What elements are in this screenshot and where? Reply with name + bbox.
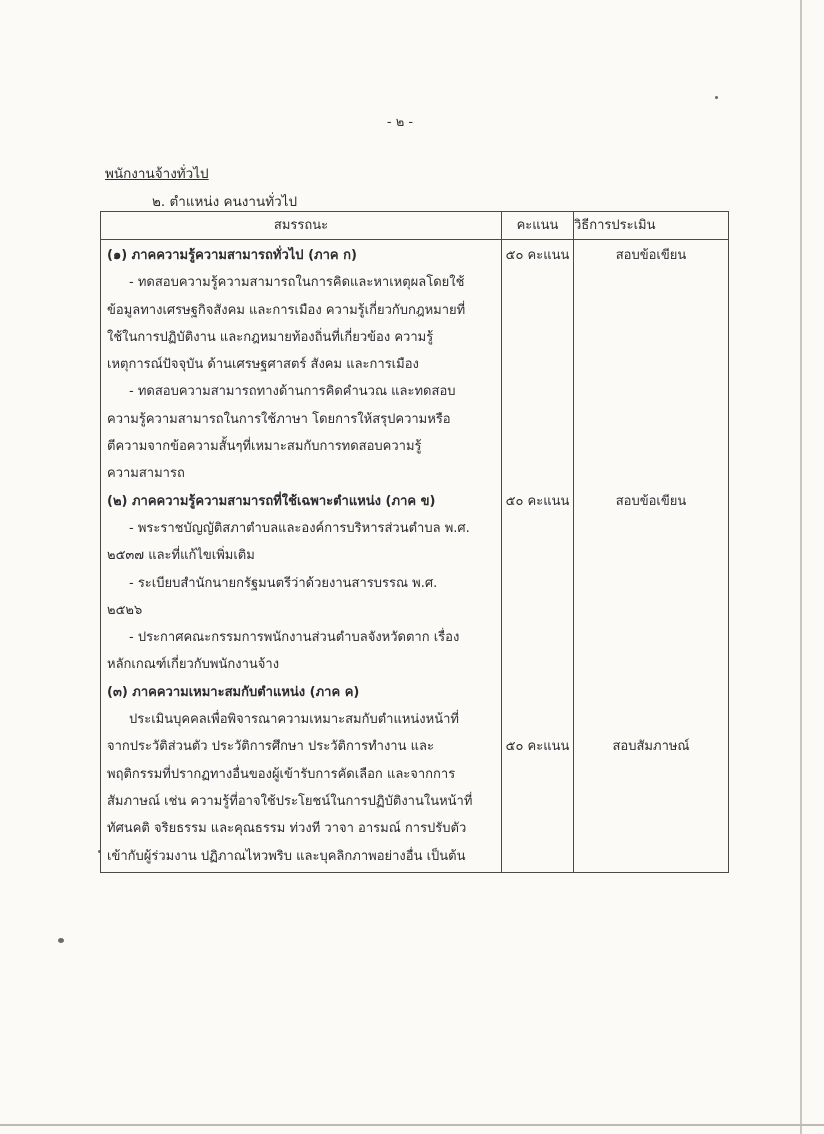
competency-cell	[101, 240, 502, 873]
method-part-3: สอบสัมภาษณ์	[612, 739, 690, 755]
part-line: พฤติกรรมที่ปรากฏทางอื่นของผู้เข้ารับการคัดเลือก และจากการ	[107, 766, 456, 782]
part-line: - ทดสอบความสามารถทางด้านการคิดคำนวณ และทดสอบ	[129, 384, 456, 400]
part-line: - ประกาศคณะกรรมการพนักงานส่วนตำบลจังหวัดตาก เรื่อง	[129, 630, 460, 646]
page-edge-bottom	[0, 1124, 824, 1126]
method-part-1: สอบข้อเขียน	[615, 248, 687, 263]
competency-table	[100, 211, 729, 873]
table-body-row	[101, 240, 729, 873]
score-part-3: ๕๐ คะแนน	[505, 739, 570, 755]
part-line: ประเมินบุคคลเพื่อพิจารณาความเหมาะสมกับตำแหน่งหน้าที่	[129, 712, 459, 728]
part-heading: (๒) ภาคความรู้ความสามารถที่ใช้เฉพาะตำแหน่ง (ภาค ข)	[107, 493, 436, 509]
part-line: เหตุการณ์ปัจจุบัน ด้านเศรษฐศาสตร์ สังคม และการเมือง	[107, 357, 419, 373]
part-3	[107, 679, 495, 870]
part-line: เข้ากับผู้ร่วมงาน ปฏิภาณไหวพริบ และบุคลิกภาพอย่างอื่น เป็นต้น	[107, 848, 466, 864]
part-line: สัมภาษณ์ เช่น ความรู้ที่อาจใช้ประโยชน์ในการปฏิบัติงานในหน้าที่	[107, 793, 473, 809]
header-method: วิธีการประเมิน	[574, 212, 729, 240]
part-line: ข้อมูลทางเศรษฐกิจสังคม และการเมือง ความรู้เกี่ยวกับกฎหมายที่	[107, 302, 466, 318]
part-heading: (๑) ภาคความรู้ความสามารถทั่วไป (ภาค ก)	[107, 248, 357, 263]
method-part-2: สอบข้อเขียน	[615, 493, 687, 509]
scan-speck	[58, 938, 64, 943]
part-line: ความสามารถ	[107, 466, 185, 482]
part-line: ๒๕๒๖	[107, 602, 143, 618]
position-title: ๒. ตำแหน่ง คนงานทั่วไป	[152, 194, 298, 210]
part-line: จากประวัติส่วนตัว ประวัติการศึกษา ประวัติการทำงาน และ	[107, 739, 434, 755]
part-line: ความรู้ความสามารถในการใช้ภาษา โดยการให้สรุปความหรือ	[107, 411, 451, 427]
score-part-1: ๕๐ คะแนน	[505, 248, 570, 263]
part-line: - ทดสอบความรู้ความสามารถในการคิดและหาเหตุผลโดยใช้	[129, 275, 465, 291]
header-competency: สมรรถนะ	[101, 212, 502, 240]
scan-speck	[715, 96, 718, 99]
part-line: ใช้ในการปฏิบัติงาน และกฎหมายท้องถิ่นที่เกี่ยวข้อง ความรู้	[107, 329, 434, 345]
method-cell	[574, 240, 729, 873]
score-part-2: ๕๐ คะแนน	[505, 493, 570, 509]
header-score: คะแนน	[502, 212, 574, 240]
page-edge-right	[800, 0, 802, 1134]
part-line: - ระเบียบสำนักนายกรัฐมนตรีว่าด้วยงานสารบรรณ พ.ศ.	[129, 575, 438, 591]
table-header-row	[101, 212, 729, 240]
part-line: ทัศนคติ จริยธรรม และคุณธรรม ท่วงที วาจา อารมณ์ การปรับตัว	[107, 821, 467, 837]
part-1	[107, 242, 495, 488]
part-line: - พระราชบัญญัติสภาตำบลและองค์การบริหารส่วนตำบล พ.ศ.	[129, 520, 470, 536]
part-heading: (๓) ภาคความเหมาะสมกับตำแหน่ง (ภาค ค)	[107, 684, 360, 700]
part-line: ๒๕๓๗ และที่แก้ไขเพิ่มเติม	[107, 548, 255, 564]
score-cell	[502, 240, 574, 873]
section-heading: พนักงานจ้างทั่วไป	[105, 166, 209, 182]
part-line: หลักเกณฑ์เกี่ยวกับพนักงานจ้าง	[107, 657, 280, 673]
page-number: - ๒ -	[386, 115, 414, 130]
part-2	[107, 488, 495, 679]
part-line: ตีความจากข้อความสั้นๆที่เหมาะสมกับการทดสอบความรู้	[107, 439, 422, 455]
